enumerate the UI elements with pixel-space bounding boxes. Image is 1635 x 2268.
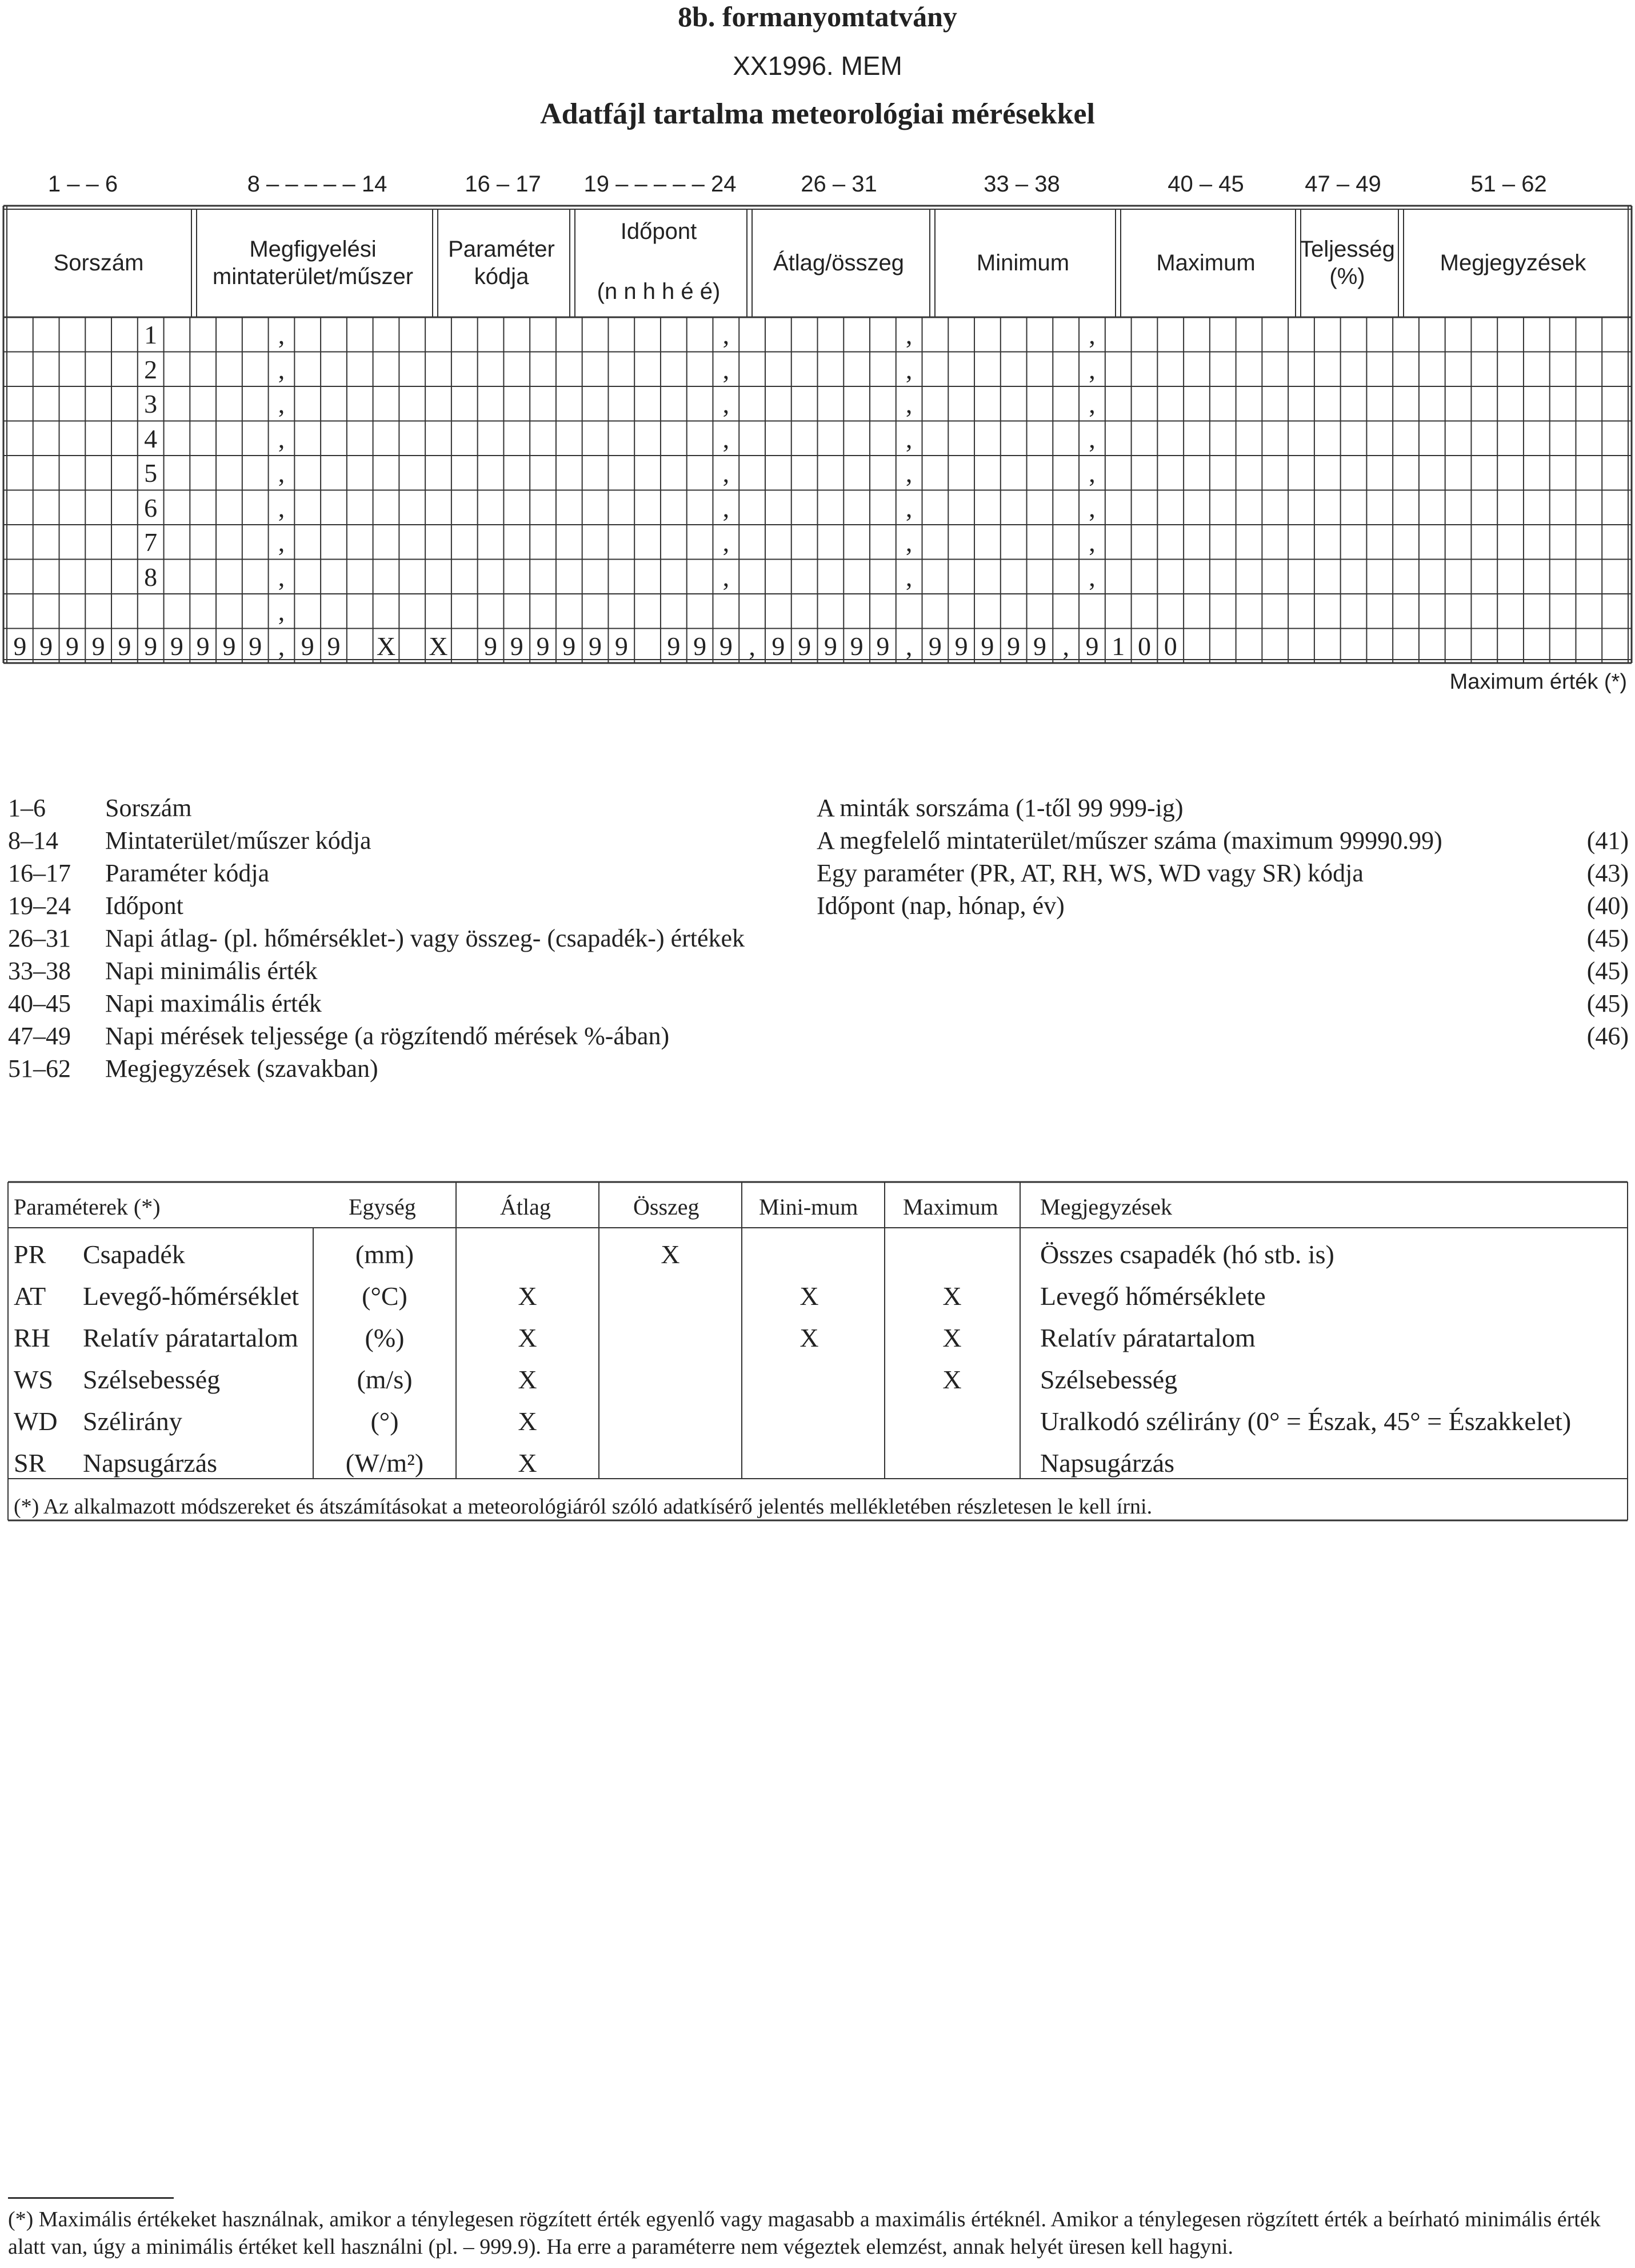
param-min: X	[799, 1281, 819, 1311]
legend-range: 51–62	[8, 1055, 71, 1083]
legend-name: Megjegyzések (szavakban)	[105, 1055, 378, 1083]
max-row-digit: 9	[693, 631, 707, 661]
comma-mark: ,	[1089, 424, 1096, 453]
header-sorszam: Sorszám	[53, 250, 144, 275]
param-note: Relatív páratartalom	[1040, 1323, 1256, 1352]
comma-mark: ,	[278, 493, 285, 522]
legend-range: 8–14	[8, 826, 58, 855]
legend-row	[8, 924, 1629, 956]
param-max: X	[942, 1323, 962, 1352]
legend-range: 40–45	[8, 989, 71, 1017]
main-title: Adatfájl tartalma meteorológiai mérésekkel	[540, 98, 1095, 130]
param-atlag: X	[518, 1323, 537, 1352]
comma-mark: ,	[905, 493, 913, 522]
max-row-digit: ,	[278, 631, 285, 661]
comma-mark: ,	[722, 320, 730, 349]
param-atlag: X	[518, 1281, 537, 1311]
max-row-digit: 9	[510, 631, 523, 661]
legend-range: 33–38	[8, 957, 71, 985]
param-header-min: Mini-mum	[759, 1194, 858, 1220]
legend-ref: (43)	[1586, 859, 1629, 887]
form-code: XX1996. MEM	[733, 51, 902, 81]
comma-mark: ,	[278, 389, 285, 418]
max-row-digit: 9	[614, 631, 628, 661]
row-number: 1	[144, 320, 158, 349]
param-name: Csapadék	[83, 1240, 185, 1269]
header-idopont: Időpont	[620, 219, 697, 244]
param-code: RH	[14, 1323, 50, 1352]
max-value-note: Maximum érték (*)	[1449, 670, 1627, 694]
param-code: AT	[14, 1281, 46, 1311]
max-row-digit: 0	[1164, 631, 1177, 661]
param-unit: (mm)	[355, 1240, 414, 1269]
max-row-digit: 9	[1033, 631, 1046, 661]
header-minimum: Minimum	[976, 250, 1070, 275]
max-row-digit: 9	[981, 631, 994, 661]
header-idopont-sub: (n n h h é é)	[597, 279, 721, 304]
max-row-digit: 9	[1085, 631, 1099, 661]
comma-mark: ,	[278, 458, 285, 488]
legend-name: Sorszám	[105, 794, 192, 822]
column-number: 16 – 17	[465, 171, 541, 197]
param-atlag: X	[518, 1365, 537, 1394]
legend-row	[8, 989, 1629, 1021]
comma-mark: ,	[905, 458, 913, 488]
max-row-digit: 9	[824, 631, 837, 661]
max-row-digit: 9	[327, 631, 341, 661]
param-code: SR	[14, 1448, 46, 1478]
comma-mark: ,	[722, 458, 730, 488]
legend-row	[8, 891, 1629, 923]
comma-mark: ,	[278, 597, 285, 626]
legend-range: 26–31	[8, 924, 71, 952]
param-header-unit: Egység	[349, 1194, 416, 1220]
param-header-sum: Összeg	[633, 1194, 699, 1220]
comma-mark: ,	[722, 528, 730, 557]
legend-desc: Időpont (nap, hónap, év)	[817, 892, 1065, 920]
comma-mark: ,	[722, 562, 730, 592]
max-row-digit: 9	[954, 631, 968, 661]
max-row-digit: 9	[144, 631, 158, 661]
comma-mark: ,	[905, 389, 913, 418]
column-number: 51 – 62	[1470, 171, 1547, 197]
comma-mark: ,	[905, 424, 913, 453]
max-row-digit: 9	[39, 631, 53, 661]
max-row-digit: 1	[1112, 631, 1125, 661]
comma-mark: ,	[905, 562, 913, 592]
comma-mark: ,	[1089, 562, 1096, 592]
max-row-digit: 9	[65, 631, 79, 661]
comma-mark: ,	[722, 493, 730, 522]
row-number: 8	[144, 562, 158, 592]
legend-row	[8, 1054, 1629, 1086]
legend-row	[8, 956, 1629, 988]
param-atlag: X	[518, 1407, 537, 1436]
param-unit: (W/m²)	[345, 1448, 424, 1478]
max-row-digit: 9	[118, 631, 131, 661]
param-note: Szélsebesség	[1040, 1365, 1178, 1394]
max-row-digit: 9	[196, 631, 210, 661]
max-row-digit: 9	[876, 631, 890, 661]
comma-mark: ,	[1089, 458, 1096, 488]
legend-ref: (45)	[1586, 924, 1629, 952]
legend-name: Paraméter kódja	[105, 859, 270, 887]
comma-mark: ,	[722, 424, 730, 453]
legend-name: Napi átlag- (pl. hőmérséklet-) vagy összeg- (csapadék-) értékek	[105, 924, 745, 952]
max-row-digit: 9	[719, 631, 733, 661]
max-row-digit: 0	[1137, 631, 1151, 661]
max-row-digit: 9	[484, 631, 498, 661]
legend-row	[8, 1021, 1629, 1053]
footnote-divider	[8, 2197, 174, 2199]
header-parameter: Paraméter kódja	[448, 237, 555, 289]
max-row-digit: 9	[91, 631, 105, 661]
row-number: 7	[144, 528, 158, 557]
param-header-parameters: Paraméterek (*)	[14, 1194, 161, 1220]
max-row-digit: 9	[249, 631, 262, 661]
legend-range: 16–17	[8, 859, 71, 887]
legend-name: Napi maximális érték	[105, 989, 322, 1017]
param-header-notes: Megjegyzések	[1040, 1194, 1173, 1220]
param-max: X	[942, 1281, 962, 1311]
comma-mark: ,	[278, 354, 285, 384]
legend-row	[8, 826, 1629, 858]
param-unit: (%)	[365, 1323, 405, 1352]
column-number: 8 – – – – – 14	[247, 171, 387, 197]
bottom-footnote: (*) Maximális értékeket használnak, amikor a ténylegesen rögzített érték egyenlő vagy magasabb a maximális értéknél. Amikor a ténylegesen rögzített érték a beírható minimális érték alatt van, úgy a minimális értéket kell használni (pl. – 999.9). Ha erre a paraméterre nem végeztek elemzést, annak helyét üresen kell hagyni.	[8, 2207, 1601, 2259]
max-row-digit: 9	[1007, 631, 1021, 661]
column-number: 19 – – – – – 24	[583, 171, 737, 197]
param-code: WD	[14, 1407, 58, 1436]
param-name: Relatív páratartalom	[83, 1323, 298, 1352]
param-min: X	[799, 1323, 819, 1352]
legend-ref: (41)	[1586, 826, 1629, 855]
legend-range: 19–24	[8, 892, 71, 920]
param-note: Uralkodó szélirány (0° = Észak, 45° = Északkelet)	[1040, 1407, 1572, 1436]
comma-mark: ,	[278, 424, 285, 453]
column-number: 40 – 45	[1168, 171, 1244, 197]
max-row-digit: 9	[562, 631, 576, 661]
param-note: Összes csapadék (hó stb. is)	[1040, 1240, 1334, 1269]
max-row-digit: 9	[536, 631, 550, 661]
row-number: 2	[144, 354, 158, 384]
legend-ref: (45)	[1586, 989, 1629, 1017]
header-atlag: Átlag/összeg	[773, 250, 905, 275]
max-row-digit: 9	[13, 631, 27, 661]
param-atlag: X	[518, 1448, 537, 1478]
comma-mark: ,	[1089, 320, 1096, 349]
param-name: Szélsebesség	[83, 1365, 221, 1394]
param-note: Napsugárzás	[1040, 1448, 1175, 1478]
param-name: Szélirány	[83, 1407, 182, 1436]
max-row-digit: 9	[170, 631, 183, 661]
data-entry-grid	[0, 0, 1635, 669]
max-row-digit: 9	[667, 631, 681, 661]
parameter-table-lines	[0, 1177, 1635, 1543]
comma-mark: ,	[1089, 354, 1096, 384]
column-number: 1 – – 6	[47, 171, 118, 197]
comma-mark: ,	[722, 389, 730, 418]
max-row-digit: ,	[1062, 631, 1069, 661]
param-header-avg: Átlag	[500, 1194, 551, 1220]
param-name: Levegő-hőmérséklet	[83, 1281, 299, 1311]
row-number: 4	[144, 424, 158, 453]
comma-mark: ,	[905, 320, 913, 349]
param-header-max: Maximum	[903, 1194, 998, 1220]
param-osszeg: X	[661, 1240, 680, 1269]
param-unit: (°)	[370, 1407, 399, 1436]
comma-mark: ,	[278, 528, 285, 557]
legend-ref: (40)	[1586, 892, 1629, 920]
header-teljesseg: Teljesség (%)	[1300, 237, 1395, 289]
legend-row	[8, 859, 1629, 891]
param-name: Napsugárzás	[83, 1448, 218, 1478]
param-unit: (°C)	[362, 1281, 407, 1311]
comma-mark: ,	[1089, 528, 1096, 557]
max-row-digit: 9	[771, 631, 785, 661]
comma-mark: ,	[905, 354, 913, 384]
legend-name: Mintaterület/műszer kódja	[105, 826, 371, 855]
column-number: 47 – 49	[1305, 171, 1381, 197]
param-code: PR	[14, 1240, 46, 1269]
header-maximum: Maximum	[1156, 250, 1256, 275]
column-number: 33 – 38	[984, 171, 1060, 197]
legend-range: 47–49	[8, 1022, 71, 1050]
legend-ref: (45)	[1586, 957, 1629, 985]
comma-mark: ,	[1089, 493, 1096, 522]
legend-name: Időpont	[105, 892, 183, 920]
legend-desc: A megfelelő mintaterület/műszer száma (maximum 99990.99)	[817, 826, 1442, 855]
legend-desc: Egy paraméter (PR, AT, RH, WS, WD vagy SR) kódja	[817, 859, 1364, 887]
param-table-footnote: (*) Az alkalmazott módszereket és átszámításokat a meteorológiáról szóló adatkísérő jelentés mellékletében részletesen le kell írni.	[14, 1495, 1153, 1519]
max-row-digit: 9	[222, 631, 236, 661]
max-row-digit: ,	[749, 631, 755, 661]
max-row-digit: 9	[798, 631, 811, 661]
legend-name: Napi mérések teljessége (a rögzítendő mérések %-ában)	[105, 1022, 670, 1050]
param-note: Levegő hőmérséklete	[1040, 1281, 1266, 1311]
max-row-digit: 9	[928, 631, 942, 661]
max-row-digit: ,	[905, 631, 913, 661]
max-row-digit: X	[376, 631, 396, 661]
comma-mark: ,	[722, 354, 730, 384]
legend-row	[8, 793, 1629, 825]
header-megjegyzesek: Megjegyzések	[1440, 250, 1586, 275]
legend-desc: A minták sorszáma (1-től 99 999-ig)	[817, 794, 1184, 822]
max-row-digit: 9	[589, 631, 602, 661]
comma-mark: ,	[1089, 389, 1096, 418]
legend-ref: (46)	[1586, 1022, 1629, 1050]
max-row-digit: 9	[850, 631, 864, 661]
row-number: 3	[144, 389, 158, 418]
form-title: 8b. formanyomtatvány	[678, 1, 957, 33]
comma-mark: ,	[905, 528, 913, 557]
max-row-digit: 9	[301, 631, 314, 661]
row-number: 6	[144, 493, 158, 522]
legend-range: 1–6	[8, 794, 46, 822]
legend-name: Napi minimális érték	[105, 957, 318, 985]
header-megfigyelesi: Megfigyelési mintaterület/műszer	[212, 237, 414, 289]
comma-mark: ,	[278, 320, 285, 349]
column-number: 26 – 31	[801, 171, 877, 197]
max-row-digit: X	[429, 631, 448, 661]
row-number: 5	[144, 458, 158, 488]
comma-mark: ,	[278, 562, 285, 592]
param-unit: (m/s)	[357, 1365, 413, 1394]
param-code: WS	[14, 1365, 53, 1394]
param-max: X	[942, 1365, 962, 1394]
